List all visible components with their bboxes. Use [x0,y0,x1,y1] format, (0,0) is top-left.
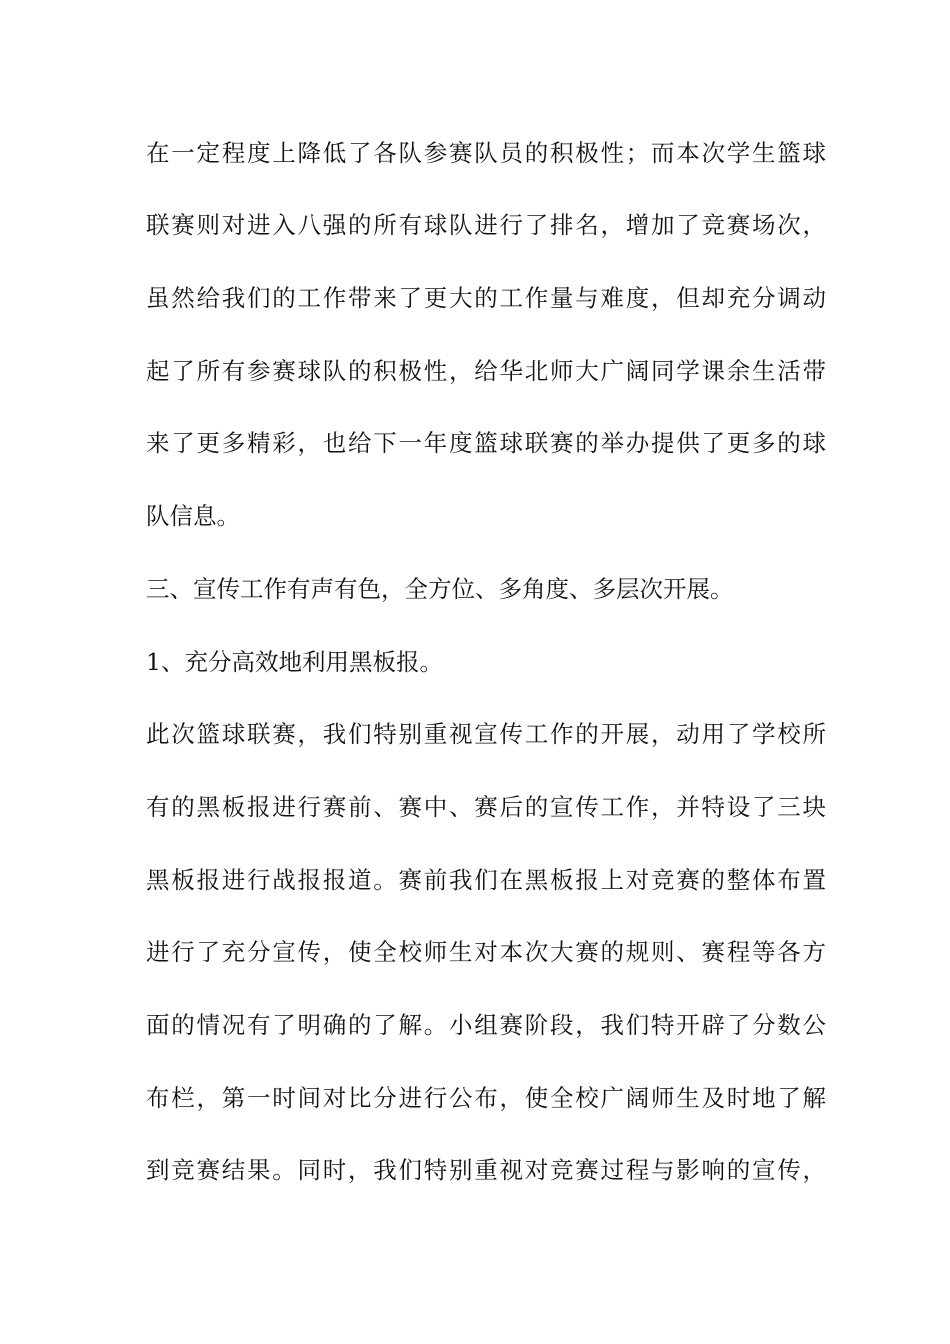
body-text-line: 有的黑板报进行赛前、赛中、赛后的宣传工作，并特设了三块 [146,793,826,821]
body-text-line: 面的情况有了明确的了解。小组赛阶段，我们特开辟了分数公 [146,1011,826,1039]
body-text-line: 联赛则对进入八强的所有球队进行了排名，增加了竞赛场次， [146,211,826,239]
body-text-line: 队信息。 [146,502,240,530]
body-text-line: 黑板报进行战报报道。赛前我们在黑板报上对竞赛的整体布置 [146,866,826,894]
body-text-line: 进行了充分宣传，使全校师生对本次大赛的规则、赛程等各方 [146,938,826,966]
body-text-line: 起了所有参赛球队的积极性，给华北师大广阔同学课余生活带 [146,357,826,385]
body-text-line: 来了更多精彩，也给下一年度篮球联赛的举办提供了更多的球 [146,429,826,457]
body-text-line: 布栏，第一时间对比分进行公布，使全校广阔师生及时地了解 [146,1084,826,1112]
section-heading: 三、宣传工作有声有色，全方位、多角度、多层次开展。 [146,575,734,603]
body-text-line: 到竞赛结果。同时，我们特别重视对竞赛过程与影响的宣传， [146,1156,826,1184]
body-text-line: 虽然给我们的工作带来了更大的工作量与难度，但却充分调动 [146,284,826,312]
body-text-line: 在一定程度上降低了各队参赛队员的积极性；而本次学生篮球 [146,139,826,167]
body-text-line: 此次篮球联赛，我们特别重视宣传工作的开展，动用了学校所 [146,720,826,748]
subsection-heading: 1、充分高效地利用黑板报。 [146,648,443,676]
